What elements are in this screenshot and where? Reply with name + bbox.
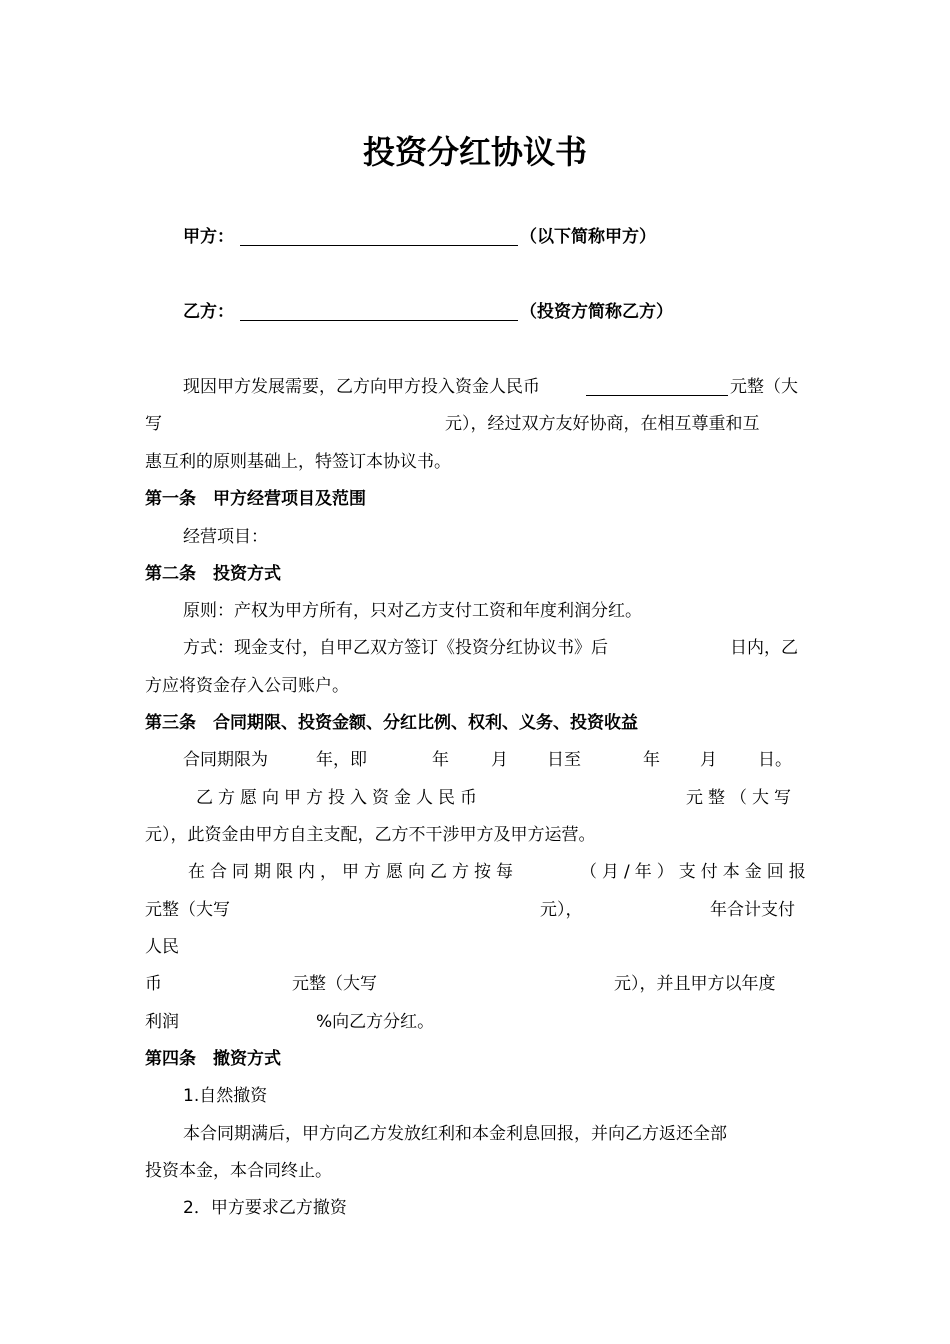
article-2-principle: 原则：产权为甲方所有，只对乙方支付工资和年度利润分红。 <box>183 601 642 621</box>
term-label: 合同期限为 <box>183 750 268 770</box>
repay-line-h: 元整（大写 <box>292 974 377 994</box>
repay-line-b: （月/年）支付本金回报 <box>580 862 811 882</box>
term-year-1: 年，即 <box>316 750 367 770</box>
party-a-label: 甲方： <box>183 227 234 247</box>
article-2-method-c: 方应将资金存入公司账户。 <box>145 676 349 696</box>
repay-line-k: %向乙方分红。 <box>316 1012 435 1032</box>
intro-line-2b: 元），经过双方友好协商，在相互尊重和互 <box>445 414 760 434</box>
term-day-to: 日至 <box>547 750 581 770</box>
repay-line-i: 元），并且甲方以年度 <box>614 974 776 994</box>
invest-line-b: 元整（大写 <box>686 788 796 808</box>
intro-amount-blank <box>586 395 728 396</box>
article-2-method-b: 日内，乙 <box>730 638 798 658</box>
term-month-2: 月 <box>700 750 717 770</box>
intro-line-1a: 现因甲方发展需要，乙方向甲方投入资金人民币 <box>183 377 540 397</box>
repay-line-j: 利润 <box>145 1012 179 1032</box>
term-year-3: 年 <box>643 750 660 770</box>
article-4-item-1-text-b: 投资本金，本合同终止。 <box>145 1161 332 1181</box>
intro-line-2a: 写 <box>145 414 162 434</box>
party-a-blank <box>240 245 518 246</box>
intro-line-1b: 元整（大 <box>730 377 798 397</box>
term-year-2: 年 <box>432 750 449 770</box>
article-1-item: 经营项目： <box>183 527 268 547</box>
party-a-suffix: （以下简称甲方） <box>520 227 656 247</box>
party-b-suffix: （投资方简称乙方） <box>520 302 673 322</box>
repay-line-e: 年合计支付 <box>710 900 795 920</box>
repay-line-d: 元）， <box>540 900 583 920</box>
article-4-item-2: 2．甲方要求乙方撤资 <box>183 1198 347 1218</box>
invest-line-c: 元），此资金由甲方自主支配，乙方不干涉甲方及甲方运营。 <box>145 825 596 845</box>
party-b-blank <box>240 320 518 321</box>
intro-line-3: 惠互利的原则基础上，特签订本协议书。 <box>145 452 451 472</box>
term-month-1: 月 <box>491 750 508 770</box>
repay-line-g: 币 <box>145 974 162 994</box>
term-day-end: 日。 <box>758 750 792 770</box>
article-1-heading: 第一条 甲方经营项目及范围 <box>145 489 366 509</box>
article-4-heading: 第四条 撤资方式 <box>145 1049 281 1069</box>
article-2-method-a: 方式：现金支付，自甲乙双方签订《投资分红协议书》后 <box>183 638 608 658</box>
party-b-label: 乙方： <box>183 302 234 322</box>
article-4-item-1: 1.自然撤资 <box>183 1086 268 1106</box>
repay-line-c: 元整（大写 <box>145 900 230 920</box>
invest-line-a: 乙方愿向甲方投入资金人民币 <box>196 788 482 808</box>
document-title: 投资分红协议书 <box>362 133 587 171</box>
article-3-heading: 第三条 合同期限、投资金额、分红比例、权利、义务、投资收益 <box>145 713 638 733</box>
article-4-item-1-text-a: 本合同期满后，甲方向乙方发放红利和本金利息回报，并向乙方返还全部 <box>183 1124 727 1144</box>
article-2-heading: 第二条 投资方式 <box>145 564 281 584</box>
repay-line-f: 人民 <box>145 937 179 957</box>
repay-line-a: 在合同期限内，甲方愿向乙方按每 <box>188 862 518 882</box>
